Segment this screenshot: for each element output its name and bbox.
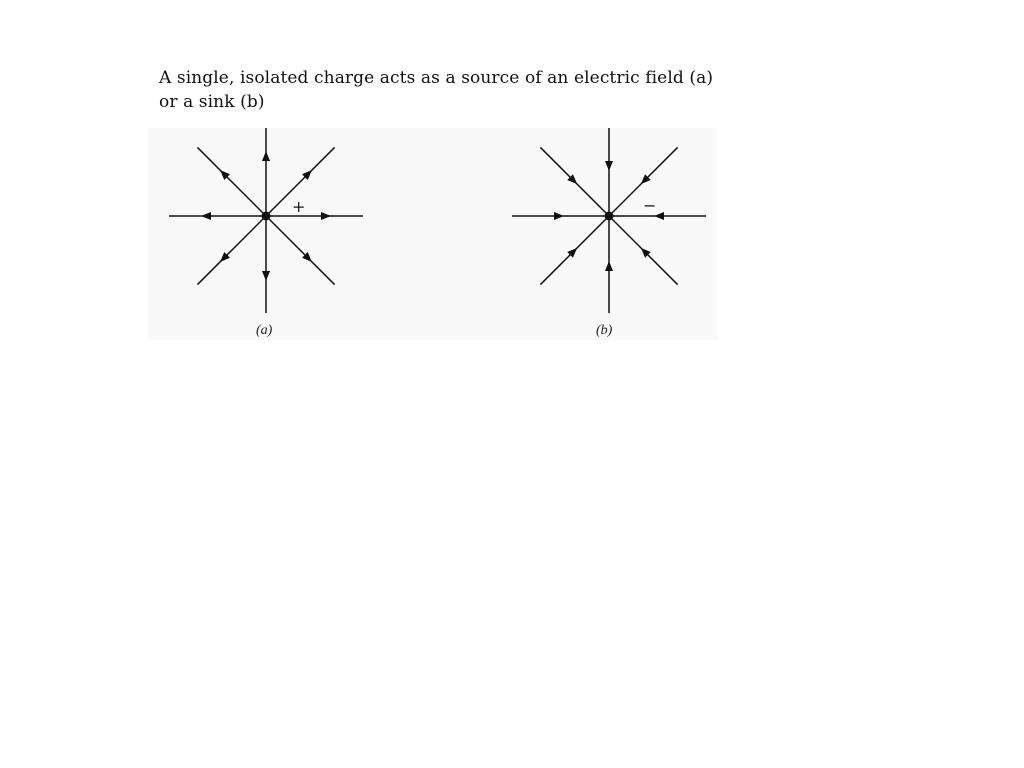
negative-charge-dot: [605, 212, 614, 221]
arrowhead: [262, 151, 270, 161]
caption-line-1: A single, isolated charge acts as a source of an electric field (a): [159, 68, 714, 88]
negative-sign: −: [643, 196, 657, 215]
figure-panel: [148, 128, 718, 340]
arrowhead: [321, 212, 331, 220]
slide-caption: [159, 66, 759, 114]
field-diagrams-svg: [148, 128, 718, 340]
source-charge-diagram: [169, 128, 363, 338]
arrowhead: [605, 261, 613, 271]
positive-sign: +: [292, 197, 306, 216]
caption-line-2: or a sink (b): [159, 92, 265, 112]
panel-label-a: (a): [256, 323, 273, 338]
arrowhead: [201, 212, 211, 220]
panel-label-b: (b): [596, 323, 613, 338]
arrowhead: [262, 271, 270, 281]
arrowhead: [605, 161, 613, 171]
positive-charge-dot: [262, 212, 271, 221]
sink-charge-diagram: [512, 128, 706, 338]
arrowhead: [554, 212, 564, 220]
